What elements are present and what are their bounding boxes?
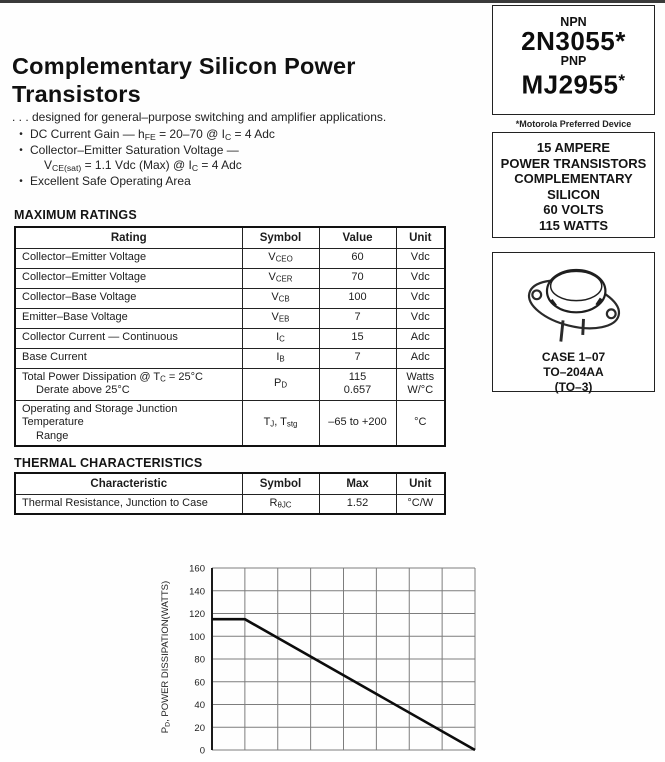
table-row (15, 268, 445, 288)
table-cell: Vdc (396, 308, 445, 328)
table-cell: Thermal Resistance, Junction to Case (15, 494, 242, 514)
table-cell: Operating and Storage Junction Temperature Range (15, 400, 242, 446)
table-cell: Vdc (396, 268, 445, 288)
table-cell: Base Current (15, 348, 242, 368)
table-cell: Adc (396, 348, 445, 368)
y-tick-label: 40 (194, 700, 205, 711)
data-table (14, 226, 446, 447)
case-box-lines (493, 350, 654, 395)
feature-item (12, 127, 482, 143)
table-cell: 100 (319, 288, 396, 308)
feature-item (12, 158, 482, 174)
table-cell: $P_D$ (242, 368, 319, 400)
table-cell: 15 (319, 328, 396, 348)
description: . . . designed for general–purpose switching and amplifier applications. (12, 110, 387, 124)
bullet-glyph (12, 158, 30, 174)
y-tick-label: 120 (189, 609, 205, 620)
box-line: 115 WATTS (538, 217, 609, 233)
max-ratings-heading: MAXIMUM RATINGS (14, 208, 137, 222)
y-tick-label: 160 (189, 563, 205, 575)
thermal-table (14, 472, 446, 515)
npn-label: NPN (560, 15, 587, 29)
table-cell: –65 to +200 (319, 400, 396, 446)
table-cell: $I_B$ (242, 348, 319, 368)
title-line-2: Transistors (12, 81, 141, 107)
table-cell: 1.52 (319, 494, 396, 514)
preferred-device-note: *Motorola Preferred Device (515, 119, 632, 129)
package-case-box (492, 252, 655, 392)
asterisk: * (618, 71, 626, 90)
feature-text: DC Current Gain — $h_{FE} = 20-70$ @ $I_C = 4$ Adc (30, 127, 275, 142)
pnp-label: PNP (560, 54, 587, 68)
table-cell: Collector Current — Continuous (15, 328, 242, 348)
feature-list (12, 127, 482, 189)
table-row (15, 328, 445, 348)
bullet-glyph: • (19, 175, 23, 187)
table-cell: Collector–Emitter Voltage (15, 248, 242, 268)
table-header-row (15, 473, 445, 494)
y-tick-label: 60 (194, 677, 205, 689)
table-cell: 115 0.657 (319, 368, 396, 400)
spec-box-lines (493, 140, 654, 233)
column-header: Max (319, 473, 396, 494)
y-tick-label: 80 (194, 654, 205, 666)
table-cell: °C/W (396, 494, 445, 514)
derating-chart-plot (150, 557, 485, 757)
y-tick-label: 140 (189, 586, 205, 598)
derating-chart-svg (150, 557, 485, 757)
table-row (15, 368, 445, 400)
thermal-heading: THERMAL CHARACTERISTICS (14, 456, 203, 470)
table-cell: $V_{CER}$ (242, 268, 319, 288)
table-cell: Total Power Dissipation @ $T_C = 25^\circ C$ Derate above 25°C (15, 368, 242, 400)
table-cell: $V_{CEO}$ (242, 248, 319, 268)
top-rule (0, 0, 665, 3)
y-tick-label: 100 (189, 631, 205, 643)
table-cell: 7 (319, 348, 396, 368)
column-header: Unit (396, 473, 445, 494)
column-header: Rating (15, 227, 242, 248)
feature-text: $V_{CE(sat)} = 1.1$ Vdc (Max) @ $I_C = 4$ Adc (44, 158, 242, 173)
box-line: (TO–3) (554, 380, 593, 394)
chart-y-axis-label: $P_D$, POWER DISSIPATION(WATTS) (160, 580, 172, 734)
max-ratings-table (14, 226, 446, 447)
table-cell: Emitter–Base Voltage (15, 308, 242, 328)
table-cell: $V_{EB}$ (242, 308, 319, 328)
box-line: POWER TRANSISTORS (500, 155, 647, 171)
table-cell: 60 (319, 248, 396, 268)
table-row (15, 308, 445, 328)
part-number-box (492, 5, 655, 115)
bullet-glyph: • (19, 129, 23, 140)
npn-part-number: 2N3055* (521, 26, 626, 56)
table-cell: $I_C$ (242, 328, 319, 348)
column-header: Symbol (242, 473, 319, 494)
derating-chart (150, 557, 485, 757)
y-tick-label: 20 (194, 722, 205, 734)
table-row (15, 348, 445, 368)
table-cell: °C (396, 400, 445, 446)
table-cell: Collector–Emitter Voltage (15, 268, 242, 288)
table-row (15, 248, 445, 268)
box-line: TO–204AA (543, 365, 604, 379)
asterisk: * (615, 26, 626, 56)
table-row (15, 494, 445, 514)
table-cell: Adc (396, 328, 445, 348)
column-header: Value (319, 227, 396, 248)
column-header: Unit (396, 227, 445, 248)
table-header-row (15, 227, 445, 248)
box-line: COMPLEMENTARY (514, 171, 633, 186)
feature-text: Collector–Emitter Saturation Voltage — (30, 142, 239, 157)
data-table (14, 472, 446, 515)
table-row (15, 288, 445, 308)
box-line: 15 AMPERE (536, 140, 611, 155)
box-line: SILICON (547, 186, 600, 202)
table-cell: 70 (319, 268, 396, 288)
bullet-glyph: • (19, 144, 23, 156)
table-cell: $R_{\theta JC}$ (242, 494, 319, 514)
table-cell: 7 (319, 308, 396, 328)
box-line: 60 VOLTS (543, 202, 604, 217)
title-line-1: Complementary Silicon Power (12, 53, 356, 79)
feature-item (12, 143, 482, 159)
pnp-part-number: MJ2955* (521, 69, 626, 100)
to3-package-icon (519, 259, 629, 343)
feature-text: Excellent Safe Operating Area (30, 173, 191, 188)
table-cell: $T_J$, $T_{stg}$ (242, 400, 319, 446)
table-cell: Collector–Base Voltage (15, 288, 242, 308)
table-row (15, 400, 445, 446)
spec-summary-box (492, 132, 655, 238)
y-tick-label: 0 (199, 745, 205, 757)
column-header: Symbol (242, 227, 319, 248)
table-cell: Vdc (396, 248, 445, 268)
column-header: Characteristic (15, 473, 242, 494)
feature-item (12, 174, 482, 190)
table-cell: Vdc (396, 288, 445, 308)
table-cell: Watts W/°C (396, 368, 445, 400)
page-title (12, 52, 482, 108)
box-line: CASE 1–07 (541, 350, 606, 364)
table-cell: $V_{CB}$ (242, 288, 319, 308)
